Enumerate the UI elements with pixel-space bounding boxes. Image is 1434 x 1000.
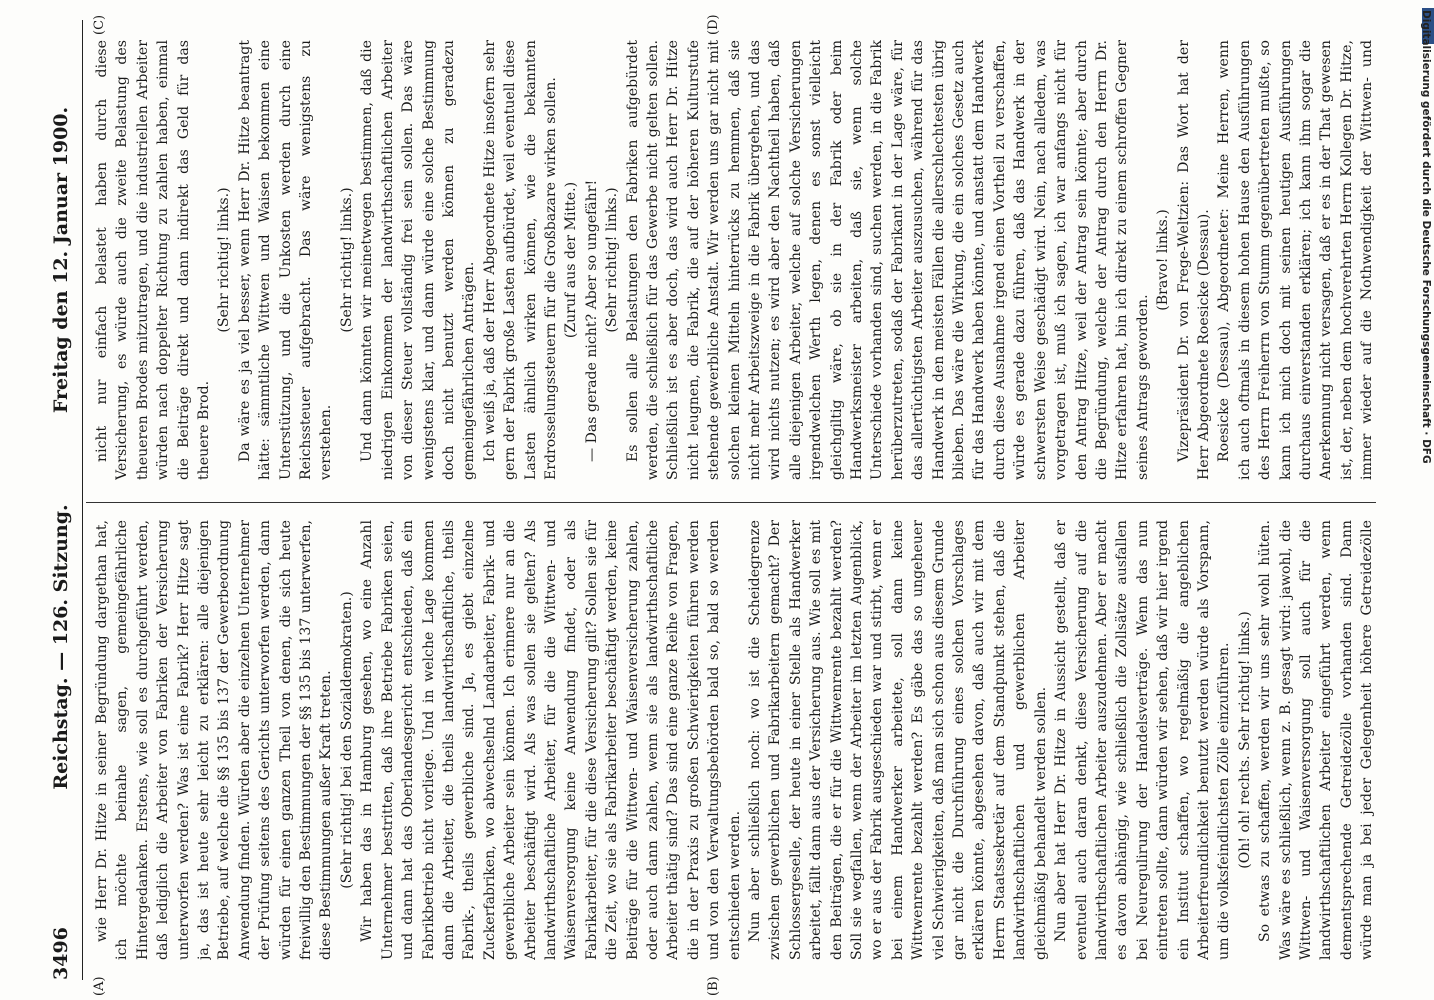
margin-marker-a: (A) [92,976,107,996]
interjection: (Sehr richtig! links.) [604,187,621,333]
column-separator [86,502,1376,503]
paragraph: Wir haben das in Hamburg gesehen, wo eine Anzahl Unternehmer bestritten, daß ihre Betriebe Fabriken seien, und dann hat das Oberlandesgericht entschieden, daß ein Fabrikbetrieb nicht vorliege. Und in welche Lage kommen dann die Arbeiter, die theils landwirthschaftliche, theils Fabrik-, theils gewerbliche sind. Ja, es giebt einzelne Zuckerfabriken, wo abwechselnd Landarbeiter, Fabrik- und gewerbliche Arbeiter sein können. Ich erinnere nur an die Arbeiter beschäftigt wird. Als was sollen sie gelten? Als landwirthschaftliche Arbeiter, für die die Wittwen- und Waisenversorgung keine Anwendung findet, oder als Fabrikarbeiter, für die diese Versicherung gilt? Sollen sie für die Zeit, wo sie als Fabrikarbeiter beschäftigt werden, keine Beiträge für die Wittwen- und Waisenversicherung zahlen, oder auch dann zahlen, wenn sie als landwirthschaftliche Arbeiter thätig sind? Das sind eine ganze Reihe von Fragen, die in der Praxis zu großen Schwierigkeiten führen werden und von den Verwaltungsbehörden bald so, bald so werden entschieden werden. [359,520,743,960]
interjection: (Oh! oh! rechts. Sehr richtig! links.) [1236,611,1253,869]
paragraph: So etwas zu schaffen, werden wir uns sehr wohl hüten. Was wäre es schließlich, wenn z. B. gesagt wird: jawohl, die Wittwen- und Waisenversorgung soll auch für die landwirthschaftlichen Arbeiter eingeführt werden, wenn dementsprechende Getreidezölle vorhanden sind. Dann würde man ja bei jeder Gelegenheit höhere Getreidezölle [1257,520,1376,960]
paragraph: Da wäre es ja viel besser, wenn Herr Dr. Hitze beantragt hätte: sämmtliche Wittwen und Waisen bekommen eine Unterstützung, und die Unkosten werden durch eine Reichssteuer aufgebracht. Das wäre wenigstens zu verstehen. [236,40,335,480]
interjection: (Sehr richtig! links.) [216,187,233,333]
paragraph: Roesicke (Dessau), Abgeordneter: Meine Herren, wenn ich auch oftmals in diesem hohen Hause den Ausführungen des Herrn Freiherrn von Stumm gegenübertreten mußte, so kann ich mich doch mit seinen heutigen Ausführungen durchaus einverstanden erklären; ich kann ihm sogar die Anerkennung nicht versagen, daß er es in der That gewesen ist, der, neben dem hochverehrten Herrn Kollegen Dr. Hitze, immer wieder auf die Nothwendigkeit der Wittwen- und [1216,40,1376,480]
page-header [46,20,80,980]
interjection: (Sehr richtig! links.) [338,187,355,333]
session-date: Freitag den 12. Januar 1900. [50,106,72,414]
paragraph: Ich weiß ja, daß der Herr Abgeordnete Hitze insofern sehr gern der Fabrik große Lasten aufbürdet, weil eventuell diese Lasten ähnlich wirken können, wie die bekannten Erdrosselungssteuern für die Großbazare wirken sollen. [481,40,559,480]
margin-marker-d: (D) [706,14,721,35]
paragraph: Und dann könnten wir meinetwegen bestimmen, daß die niedrigen Einkommen der landwirthschaftlichen Arbeiter von dieser Steuer vollständig frei sein sollen. Das wäre wenigstens klar, und dann würde eine solche Bestimmung doch nicht benutzt werden können zu geradezu gemeingefährlichen Anträgen. [359,40,478,480]
header-rule [82,20,83,980]
rotated-page [46,14,1401,1000]
paragraph: Vizepräsident Dr. von Frege-Weltzien: Das Wort hat der Herr Abgeordnete Roesicke (Dessau). [1175,40,1212,480]
interjection: (Zuruf aus der Mitte.) [563,181,580,339]
credit-text: Digitalisierung gefördert durch die Deutsche Forschungsgemeinschaft · DFG [1420,10,1432,464]
paragraph: Nun aber schließlich noch: wo ist die Scheidegrenze zwischen gewerblichen und Fabrikarbeitern gemacht? Der Schlossergeselle, der heute in einer Stelle als Handwerker arbeitet, fällt dann aus der Versicherung aus. Wie soll es mit den Beiträgen, die er für die Wittwenrente bezahlt werden? Soll sie wegfallen, wenn der Arbeiter im letzten Augenblick, wo er aus der Fabrik ausgeschieden war und stirbt, wenn er bei einem Handwerker arbeitete, soll dann keine Wittwenrente bezahlt werden? Es gäbe das so ungeheuer viel Schwierigkeiten, daß man sich schon aus diesem Grunde gar nicht die Durchführung eines solchen Vorschlages erklären könnte, abgesehen davon, daß auch wir mit dem Herrn Staatssekretär auf dem Standpunkt stehen, daß die landwirthschaftlichen und gewerblichen Arbeiter gleichmäßig behandelt werden sollen. [747,520,1049,960]
session-title: Reichstag. — 126. Sitzung. [50,504,72,790]
interjection: (Sehr richtig! bei den Sozialdemokraten.) [338,591,355,889]
paragraph: wie Herr Dr. Hitze in seiner Begründung dargethan hat, ich möchte beinahe sagen, gemeingefährliche Hintergedanken. Erstens, wie soll es durchgeführt werden, daß lediglich die Arbeiter von Fabriken der Versicherung unterworfen werden? Was ist eine Fabrik? Herr Hitze sagt ja, das ist heute sehr leicht zu erklären: alle diejenigen Betriebe, auf welche die §§ 135 bis 137 der Gewerbeordnung Anwendung finden. Würden aber die einzelnen Unternehmer der Prüfung seitens des Gerichts unterworfen werden, dann würden für einen ganzen Theil von denen, die sich heute freiwillig den Bestimmungen der §§ 135 bis 137 unterwerfen, diese Bestimmungen außer Kraft treten. [94,520,335,960]
interjection: (Bravo! links.) [1155,209,1172,311]
left-column [92,520,1377,960]
right-column [92,40,1377,480]
paragraph: — Das gerade nicht? Aber so ungefähr! [583,179,600,462]
digitization-credit [1418,10,1434,990]
paragraph: nicht nur einfach belastet haben durch diese Versicherung, es würde auch die zweite Belastung des theueren Brodes mitzutragen, und die industriellen Arbeiter würden nach doppelter Richtung zu zahlen haben, einmal die Beiträge direkt und dann indirekt das Geld für das theuere Brod. [94,40,213,480]
margin-marker-c: (C) [92,14,107,35]
page-number: 3496 [50,927,72,980]
paragraph: Nun aber hat Herr Dr. Hitze in Aussicht gestellt, daß er eventuell auch daran denkt, diese Versicherung auf die landwirthschaftlichen Arbeiter auszudehnen. Aber er macht es davon abhängig, wie schließlich die Zollsätze ausfallen bei Neuregulirung der Handelsverträge. Wenn das nun eintreten sollte, dann würden wir sehen, daß wir hier irgend ein Institut schaffen, wo regelmäßig die angeblichen Arbeiterfreundlichkeit benutzt werden würde als Vorspann, um die volksfeindlichsten Zölle einzuführen. [1053,520,1233,960]
margin-marker-b: (B) [706,976,721,996]
paragraph: Es sollen alle Belastungen den Fabriken aufgebürdet werden, die schließlich für das Gewerbe nicht gelten sollen. Schließlich ist es aber doch, das wird auch Herr Dr. Hitze nicht leugnen, die Fabrik, die auf der höheren Kulturstufe stehende gewerbliche Anstalt. Wir werden uns gar nicht mit solchen kleinen Mitteln hinterrücks zu hemmen, daß sie nicht mehr Arbeitszweige in die Fabrik übergehen, und das wird nichts nutzen; es wird aber den Nachtheil haben, daß alle diejenigen Arbeiter, welche auf solche Versicherungen irgendwelchen Werth legen, denen es sonst vielleicht gleichgiltig wäre, ob sie in der Fabrik oder beim Handwerksmeister arbeiten, daß sie, wenn solche Unterschiede vorhanden sind, suchen werden, in die Fabrik herüberzutreten, sodaß der Fabrikant in der Lage wäre, für das allertüchtigsten Arbeiter auszusuchen, während für das Handwerk in den meisten Fällen die allerschlechtesten übrig blieben. Das wäre die Wirkung, die ein solches Gesetz auch für das Handwerk haben könnte, und anstatt dem Handwerk durch diese Ausnahme irgend einen Vortheil zu verschaffen, würde es gerade dazu führen, daß das Handwerk in der schwersten Weise geschädigt wird. Nein, nach alledem, was vorgetragen ist, muß ich sagen, ich war anfangs nicht für den Antrag Hitze, weil der Antrag sein könnte; aber durch die Begründung, welche der Antrag durch den Herrn Dr. Hitze erfahren hat, bin ich direkt zu einem schroffen Gegner seines Antrags geworden. [624,40,1151,480]
